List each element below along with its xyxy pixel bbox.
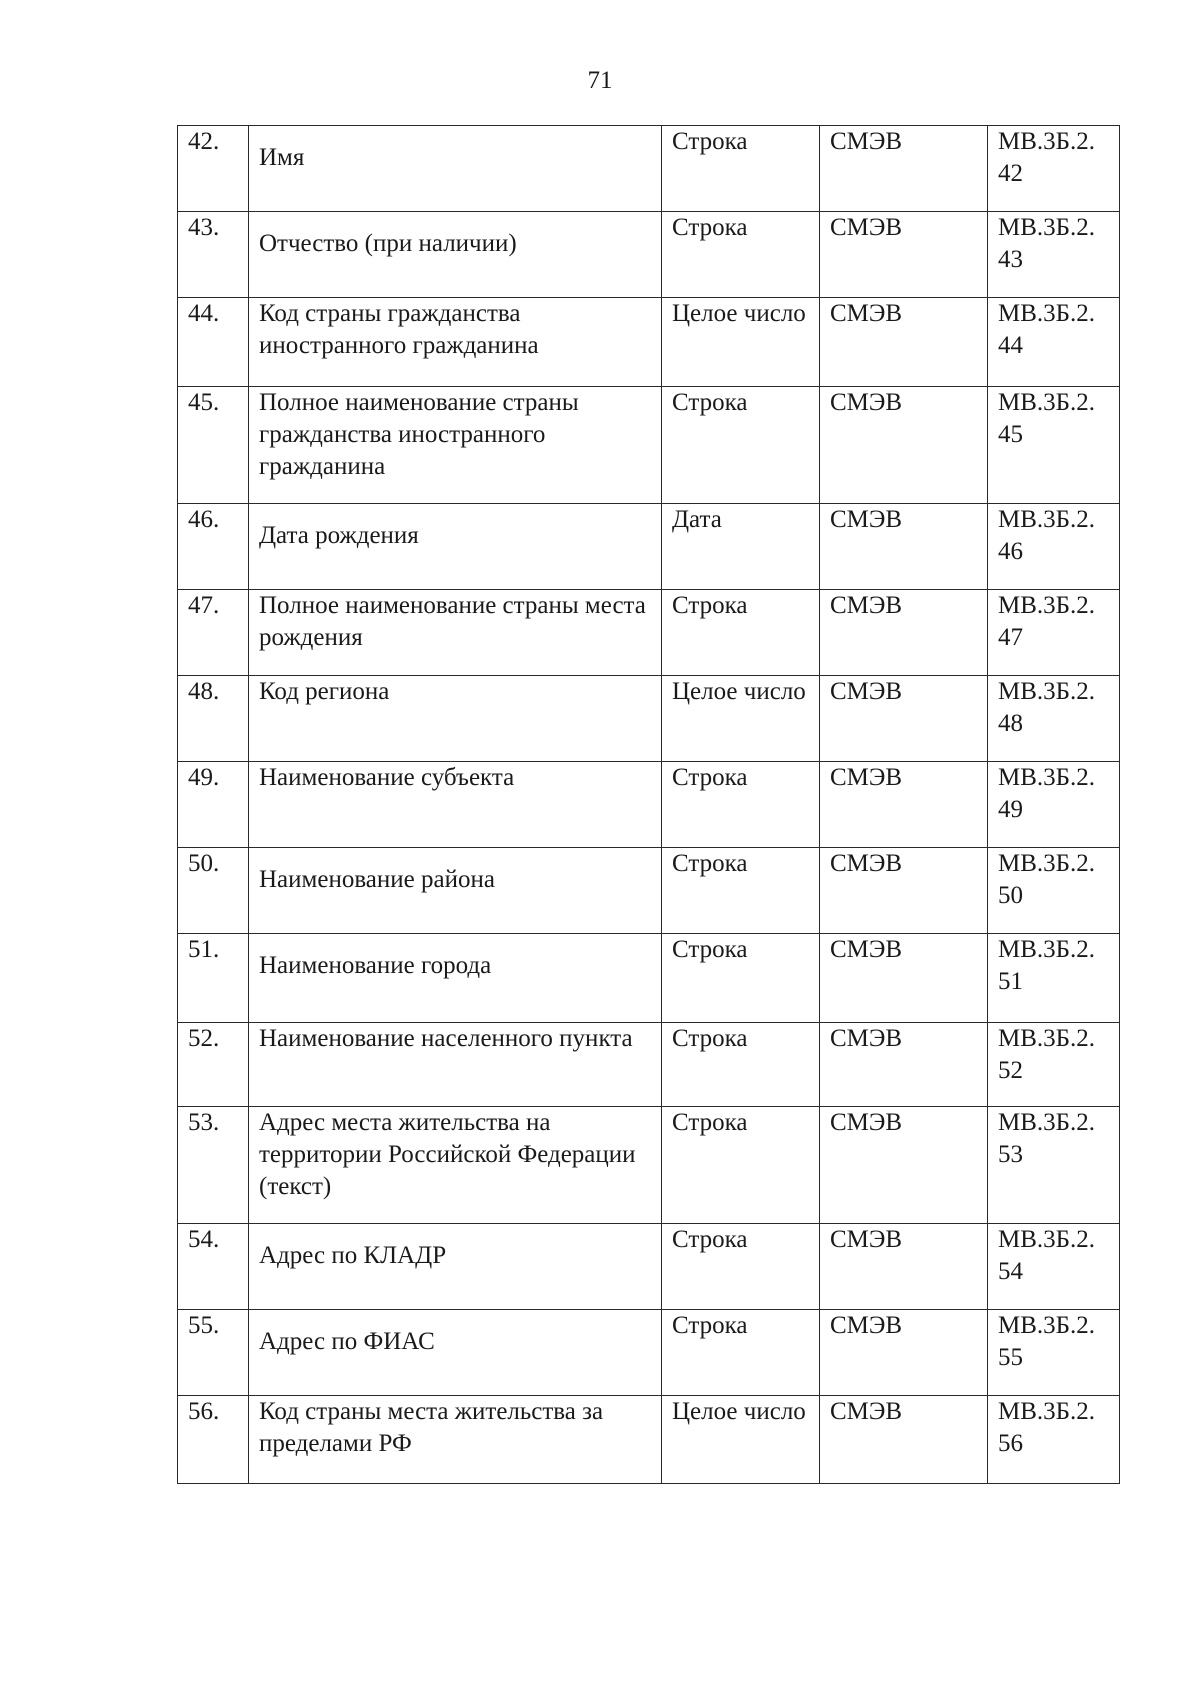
table-row <box>178 590 1120 676</box>
field-type: Строка <box>662 387 820 504</box>
table-row <box>178 1310 1120 1396</box>
row-number: 48. <box>178 676 249 762</box>
field-code-number: 45 <box>998 421 1023 448</box>
field-code-prefix: МВ.3Б.2. <box>998 1398 1096 1425</box>
field-code-number: 54 <box>998 1258 1023 1285</box>
table-row <box>178 676 1120 762</box>
field-name: Полное наименование страны гражданства иностранного гражданина <box>249 387 662 504</box>
field-source: СМЭВ <box>820 934 988 1023</box>
table-row <box>178 126 1120 212</box>
field-code-prefix: МВ.3Б.2. <box>998 300 1096 327</box>
field-code-number: 50 <box>998 882 1023 909</box>
field-name: Код страны места жительства за пределами РФ <box>249 1396 662 1484</box>
field-source: СМЭВ <box>820 1107 988 1224</box>
field-code <box>988 1023 1120 1107</box>
field-source: СМЭВ <box>820 590 988 676</box>
field-code-prefix: МВ.3Б.2. <box>998 128 1096 155</box>
field-source: СМЭВ <box>820 298 988 387</box>
field-code-prefix: МВ.3Б.2. <box>998 850 1096 877</box>
field-code <box>988 387 1120 504</box>
table-row <box>178 1224 1120 1310</box>
table-row <box>178 1023 1120 1107</box>
field-name: Код страны гражданства иностранного гражданина <box>249 298 662 387</box>
field-source: СМЭВ <box>820 1023 988 1107</box>
field-source: СМЭВ <box>820 762 988 848</box>
field-name: Дата рождения <box>249 504 662 590</box>
data-elements-table <box>177 125 1120 1484</box>
table-row <box>178 934 1120 1023</box>
table-row <box>178 387 1120 504</box>
field-code-prefix: МВ.3Б.2. <box>998 1226 1096 1253</box>
field-code-prefix: МВ.3Б.2. <box>998 389 1096 416</box>
table-body <box>178 126 1120 1484</box>
row-number: 49. <box>178 762 249 848</box>
field-code <box>988 1396 1120 1484</box>
field-code <box>988 590 1120 676</box>
field-code-number: 46 <box>998 538 1023 565</box>
field-code-number: 53 <box>998 1141 1023 1168</box>
field-source: СМЭВ <box>820 504 988 590</box>
field-code-number: 52 <box>998 1057 1023 1084</box>
field-code <box>988 1107 1120 1224</box>
field-code-prefix: МВ.3Б.2. <box>998 764 1096 791</box>
row-number: 46. <box>178 504 249 590</box>
field-type: Строка <box>662 126 820 212</box>
field-type: Дата <box>662 504 820 590</box>
field-code-prefix: МВ.3Б.2. <box>998 506 1096 533</box>
field-code-number: 49 <box>998 796 1023 823</box>
field-code-prefix: МВ.3Б.2. <box>998 678 1096 705</box>
field-code <box>988 126 1120 212</box>
table-row <box>178 848 1120 934</box>
field-name: Полное наименование страны места рождения <box>249 590 662 676</box>
field-name: Наименование субъекта <box>249 762 662 848</box>
field-code <box>988 298 1120 387</box>
row-number: 43. <box>178 212 249 298</box>
field-type: Целое число <box>662 1396 820 1484</box>
row-number: 45. <box>178 387 249 504</box>
field-code-prefix: МВ.3Б.2. <box>998 1109 1096 1136</box>
field-code <box>988 212 1120 298</box>
field-type: Целое число <box>662 676 820 762</box>
row-number: 52. <box>178 1023 249 1107</box>
field-code <box>988 504 1120 590</box>
field-type: Строка <box>662 1023 820 1107</box>
row-number: 47. <box>178 590 249 676</box>
field-code <box>988 1310 1120 1396</box>
field-code-number: 48 <box>998 710 1023 737</box>
row-number: 53. <box>178 1107 249 1224</box>
row-number: 50. <box>178 848 249 934</box>
field-name: Адрес по КЛАДР <box>249 1224 662 1310</box>
field-source: СМЭВ <box>820 848 988 934</box>
field-code-number: 55 <box>998 1344 1023 1371</box>
field-code-prefix: МВ.3Б.2. <box>998 1312 1096 1339</box>
field-name: Код региона <box>249 676 662 762</box>
field-name: Наименование города <box>249 934 662 1023</box>
field-type: Строка <box>662 1310 820 1396</box>
field-code-prefix: МВ.3Б.2. <box>998 936 1096 963</box>
field-source: СМЭВ <box>820 212 988 298</box>
row-number: 44. <box>178 298 249 387</box>
field-source: СМЭВ <box>820 387 988 504</box>
field-name: Наименование населенного пункта <box>249 1023 662 1107</box>
field-name: Имя <box>249 126 662 212</box>
field-code-number: 56 <box>998 1430 1023 1457</box>
table-row <box>178 1107 1120 1224</box>
field-type: Строка <box>662 590 820 676</box>
table-row <box>178 762 1120 848</box>
field-name: Отчество (при наличии) <box>249 212 662 298</box>
field-source: СМЭВ <box>820 1310 988 1396</box>
field-source: СМЭВ <box>820 676 988 762</box>
field-source: СМЭВ <box>820 1224 988 1310</box>
field-code-prefix: МВ.3Б.2. <box>998 214 1096 241</box>
field-code-number: 44 <box>998 332 1023 359</box>
field-code-number: 43 <box>998 246 1023 273</box>
field-type: Строка <box>662 934 820 1023</box>
field-code <box>988 934 1120 1023</box>
row-number: 55. <box>178 1310 249 1396</box>
row-number: 42. <box>178 126 249 212</box>
field-code <box>988 848 1120 934</box>
field-type: Строка <box>662 762 820 848</box>
field-code <box>988 762 1120 848</box>
field-type: Строка <box>662 1224 820 1310</box>
field-type: Строка <box>662 212 820 298</box>
field-name: Адрес по ФИАС <box>249 1310 662 1396</box>
table-row <box>178 298 1120 387</box>
field-code-prefix: МВ.3Б.2. <box>998 1025 1096 1052</box>
row-number: 54. <box>178 1224 249 1310</box>
field-type: Строка <box>662 848 820 934</box>
field-code-number: 47 <box>998 624 1023 651</box>
table-row <box>178 1396 1120 1484</box>
row-number: 51. <box>178 934 249 1023</box>
field-name: Наименование района <box>249 848 662 934</box>
field-source: СМЭВ <box>820 1396 988 1484</box>
field-code <box>988 1224 1120 1310</box>
field-code-prefix: МВ.3Б.2. <box>998 592 1096 619</box>
field-code-number: 42 <box>998 160 1023 187</box>
row-number: 56. <box>178 1396 249 1484</box>
field-type: Строка <box>662 1107 820 1224</box>
field-type: Целое число <box>662 298 820 387</box>
field-code-number: 51 <box>998 968 1023 995</box>
table-row <box>178 504 1120 590</box>
field-name: Адрес места жительства на территории Российской Федерации (текст) <box>249 1107 662 1224</box>
table-row <box>178 212 1120 298</box>
field-code <box>988 676 1120 762</box>
page-number: 71 <box>587 67 613 94</box>
field-source: СМЭВ <box>820 126 988 212</box>
